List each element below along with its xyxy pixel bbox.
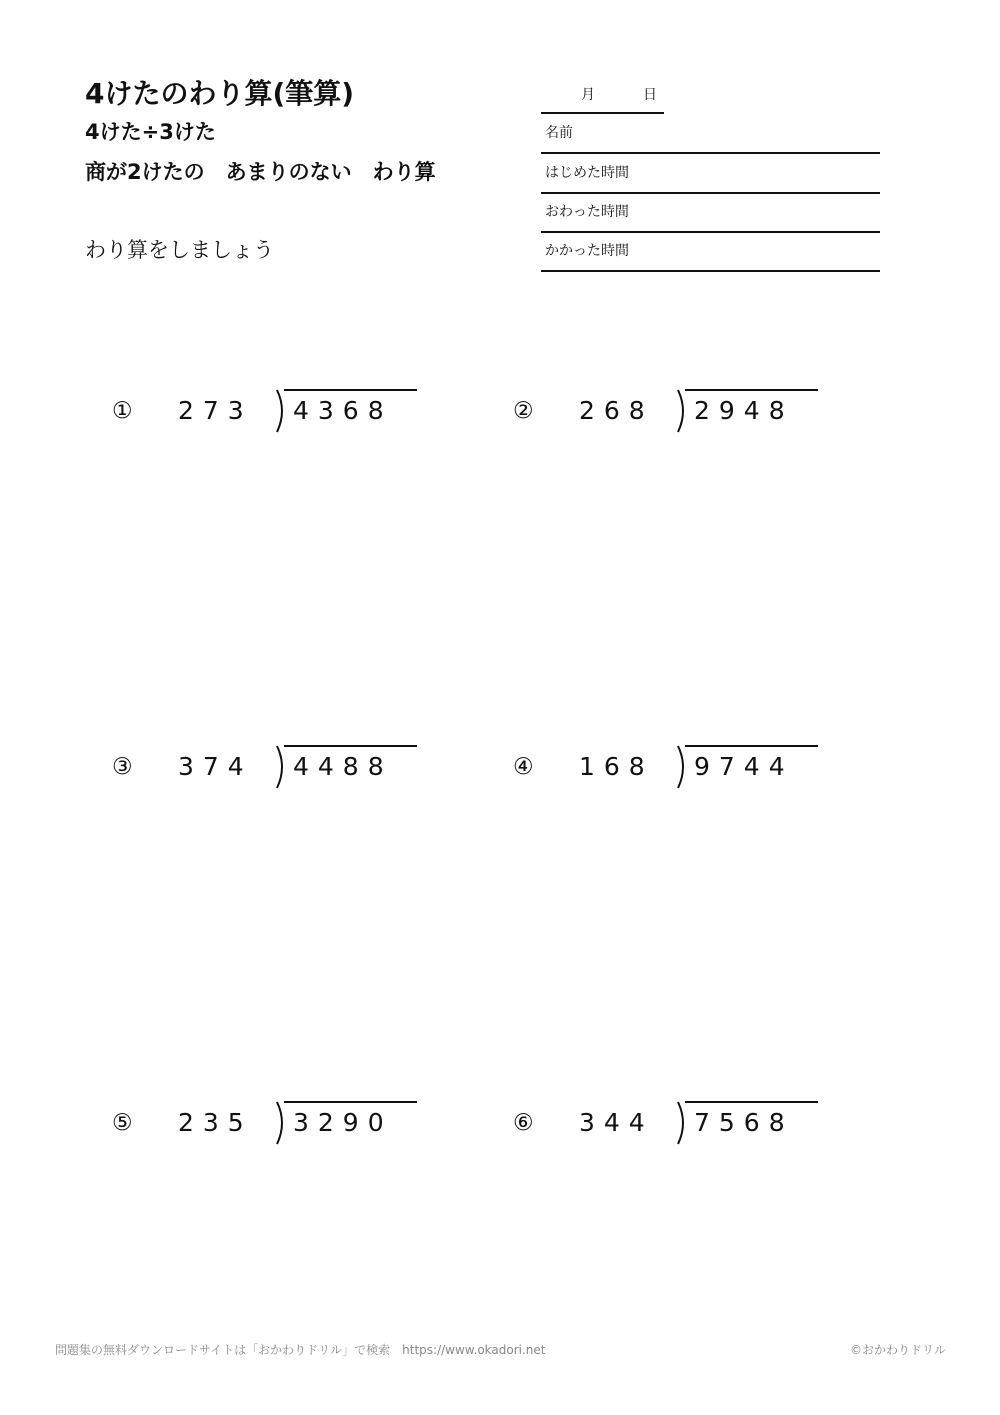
date-field	[541, 78, 664, 114]
elapsed-time-label: かかった時間	[545, 243, 629, 259]
dividend: 4488	[293, 752, 393, 781]
month-label: 月	[581, 87, 595, 103]
division-bracket	[676, 745, 690, 789]
problem-number: ③	[112, 754, 133, 780]
problem-3	[112, 745, 432, 795]
dividend: 7568	[694, 1108, 794, 1137]
divisor: 268	[579, 396, 654, 425]
start-time-field	[541, 154, 880, 194]
dividend: 9744	[694, 752, 794, 781]
problem-number: ⑥	[513, 1110, 534, 1136]
problem-number: ①	[112, 398, 133, 424]
division-bar	[685, 389, 818, 391]
problem-number: ⑤	[112, 1110, 133, 1136]
dividend: 4368	[293, 396, 393, 425]
start-time-label: はじめた時間	[545, 165, 629, 181]
division-bracket	[275, 745, 289, 789]
divisor: 374	[178, 752, 253, 781]
day-label: 日	[643, 87, 657, 103]
elapsed-time-field	[541, 232, 880, 272]
division-bar	[685, 1101, 818, 1103]
problem-1	[112, 389, 432, 439]
footer-site-note: 問題集の無料ダウンロードサイトは「おかわりドリル」で検索 https://www.okadori.net	[55, 1343, 546, 1357]
divisor: 235	[178, 1108, 253, 1137]
end-time-label: おわった時間	[545, 204, 629, 220]
footer-copyright: ©おかわりドリル	[850, 1343, 947, 1357]
divisor: 273	[178, 396, 253, 425]
division-bar	[284, 389, 417, 391]
division-bracket	[676, 389, 690, 433]
problem-2	[513, 389, 833, 439]
worksheet-subtitle: 4けた÷3けた	[85, 120, 216, 144]
dividend: 3290	[293, 1108, 393, 1137]
division-bracket	[676, 1101, 690, 1145]
worksheet-description: 商が2けたの あまりのない わり算	[85, 160, 436, 184]
problem-4	[513, 745, 833, 795]
division-bar	[284, 745, 417, 747]
end-time-field	[541, 193, 880, 233]
name-field	[541, 114, 880, 154]
problem-6	[513, 1101, 833, 1151]
division-bar	[685, 745, 818, 747]
divisor: 168	[579, 752, 654, 781]
worksheet-title: 4けたのわり算(筆算)	[85, 77, 355, 110]
division-bracket	[275, 1101, 289, 1145]
division-bar	[284, 1101, 417, 1103]
problem-5	[112, 1101, 432, 1151]
name-label: 名前	[545, 125, 573, 141]
problem-number: ④	[513, 754, 534, 780]
dividend: 2948	[694, 396, 794, 425]
instruction-text: わり算をしましょう	[85, 238, 274, 262]
problem-number: ②	[513, 398, 534, 424]
division-bracket	[275, 389, 289, 433]
divisor: 344	[579, 1108, 654, 1137]
